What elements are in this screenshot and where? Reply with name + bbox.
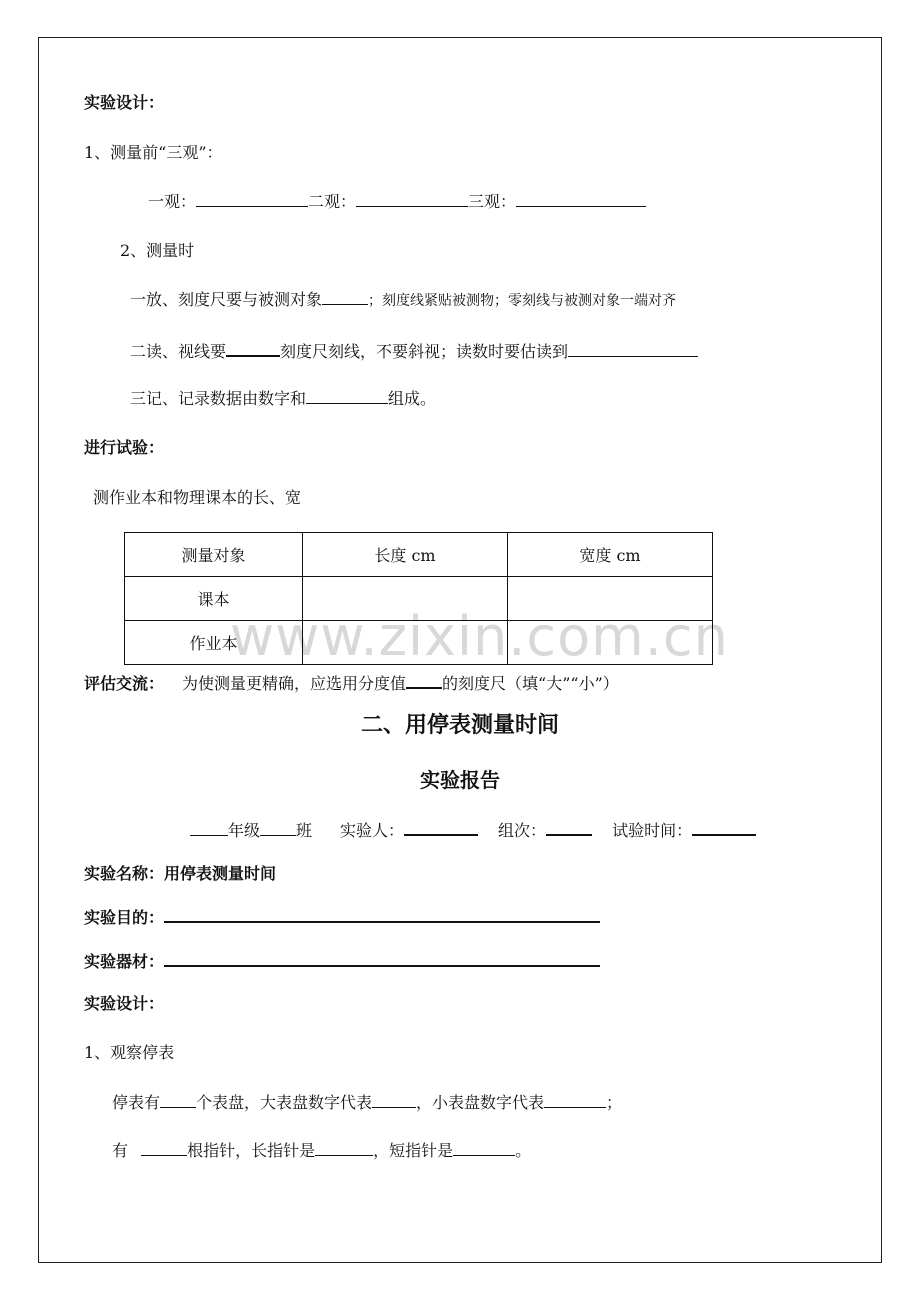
name-line xyxy=(84,864,276,884)
person-label: 实验人： xyxy=(340,821,405,840)
table-header-cell: 长度 cm xyxy=(303,533,508,577)
table-cell-input[interactable] xyxy=(508,621,713,665)
eval-text-a: 为使测量更精确，应选用分度值 xyxy=(182,674,407,693)
observation-line xyxy=(148,192,646,212)
short-hand-blank[interactable] xyxy=(453,1141,515,1156)
hand-text-d: 。 xyxy=(515,1141,532,1160)
eval-heading: 评估交流： xyxy=(84,674,165,693)
observe-stopwatch: 1、观察停表 xyxy=(84,1043,175,1062)
group-blank[interactable] xyxy=(546,820,592,836)
record-blank[interactable] xyxy=(306,389,388,404)
obs2-label: 二观： xyxy=(308,192,357,211)
group-label: 组次： xyxy=(498,821,547,840)
read-text-a: 二读、视线要 xyxy=(130,342,227,361)
dial-text-a: 停表有 xyxy=(112,1093,161,1112)
read-blank-1[interactable] xyxy=(226,341,280,357)
design-heading-2: 实验设计： xyxy=(84,994,165,1013)
dial-line xyxy=(112,1093,622,1113)
equipment-label: 实验器材： xyxy=(84,952,165,971)
table-header-cell: 测量对象 xyxy=(125,533,303,577)
table-header-cell: 宽度 cm xyxy=(508,533,713,577)
record-line xyxy=(130,389,436,409)
info-line xyxy=(190,820,756,841)
table-header-row xyxy=(125,533,713,577)
report-subtitle: 实验报告 xyxy=(420,768,500,792)
table-cell-input[interactable] xyxy=(508,577,713,621)
long-hand-blank[interactable] xyxy=(315,1141,373,1156)
eval-blank[interactable] xyxy=(406,673,442,689)
time-label: 试验时间： xyxy=(612,821,693,840)
name-value: 用停表测量时间 xyxy=(164,864,277,883)
table-cell-input[interactable] xyxy=(303,577,508,621)
read-text-b: 刻度尺刻线，不要斜视；读数时要估读到 xyxy=(280,342,569,361)
record-text-a: 三记、记录数据由数字和 xyxy=(130,389,307,408)
grade-label: 年级 xyxy=(228,821,261,840)
dial-text-c: ，小表盘数字代表 xyxy=(416,1093,545,1112)
watermark: www.zixin.com.cn xyxy=(230,605,729,668)
section-title: 二、用停表测量时间 xyxy=(360,713,559,738)
place-blank[interactable] xyxy=(322,290,368,305)
hand-text-a: 有 xyxy=(112,1141,134,1160)
dial-text-d: ； xyxy=(606,1093,623,1112)
hand-text-b: 根指针，长指针是 xyxy=(187,1141,316,1160)
class-blank[interactable] xyxy=(260,821,296,836)
table-cell: 作业本 xyxy=(125,621,303,665)
dial-text-b: 个表盘，大表盘数字代表 xyxy=(196,1093,373,1112)
big-dial-blank[interactable] xyxy=(372,1093,416,1108)
experiment-text: 测作业本和物理课本的长、宽 xyxy=(93,488,302,507)
read-blank-2[interactable] xyxy=(568,342,698,357)
table-row xyxy=(125,621,713,665)
equipment-line xyxy=(84,951,600,972)
purpose-blank[interactable] xyxy=(164,907,600,923)
purpose-label: 实验目的： xyxy=(84,908,165,927)
place-text-b: ；刻度线紧贴被测物；零刻线与被测对象一端对齐 xyxy=(368,293,677,309)
equipment-blank[interactable] xyxy=(164,951,600,967)
table-cell: 课本 xyxy=(125,577,303,621)
read-line xyxy=(130,341,698,362)
name-label: 实验名称： xyxy=(84,864,165,883)
experiment-heading: 进行试验： xyxy=(84,438,165,457)
step1-text: 1、测量前“三观”： xyxy=(84,143,223,162)
obs1-label: 一观： xyxy=(148,192,197,211)
place-line xyxy=(130,290,676,311)
hand-line xyxy=(112,1141,531,1161)
eval-text-b: 的刻度尺（填“大”“小”） xyxy=(442,674,619,693)
eval-line xyxy=(84,673,619,694)
obs3-blank[interactable] xyxy=(516,192,646,207)
time-blank[interactable] xyxy=(692,820,756,836)
step2-text: 2、测量时 xyxy=(120,241,195,260)
table-cell-input[interactable] xyxy=(303,621,508,665)
obs1-blank[interactable] xyxy=(196,192,308,207)
record-text-b: 组成。 xyxy=(388,389,437,408)
purpose-line xyxy=(84,907,600,928)
person-blank[interactable] xyxy=(404,820,478,836)
hand-text-c: ，短指针是 xyxy=(373,1141,454,1160)
measurement-table xyxy=(124,532,713,665)
table-row xyxy=(125,577,713,621)
hand-count-blank[interactable] xyxy=(141,1141,187,1156)
dial-count-blank[interactable] xyxy=(160,1093,196,1108)
obs2-blank[interactable] xyxy=(356,192,468,207)
grade-blank[interactable] xyxy=(190,821,228,836)
design-heading: 实验设计： xyxy=(84,93,165,112)
obs3-label: 三观： xyxy=(468,192,517,211)
place-text-a: 一放、刻度尺要与被测对象 xyxy=(130,290,323,309)
class-label: 班 xyxy=(296,821,313,840)
small-dial-blank[interactable] xyxy=(544,1093,606,1108)
